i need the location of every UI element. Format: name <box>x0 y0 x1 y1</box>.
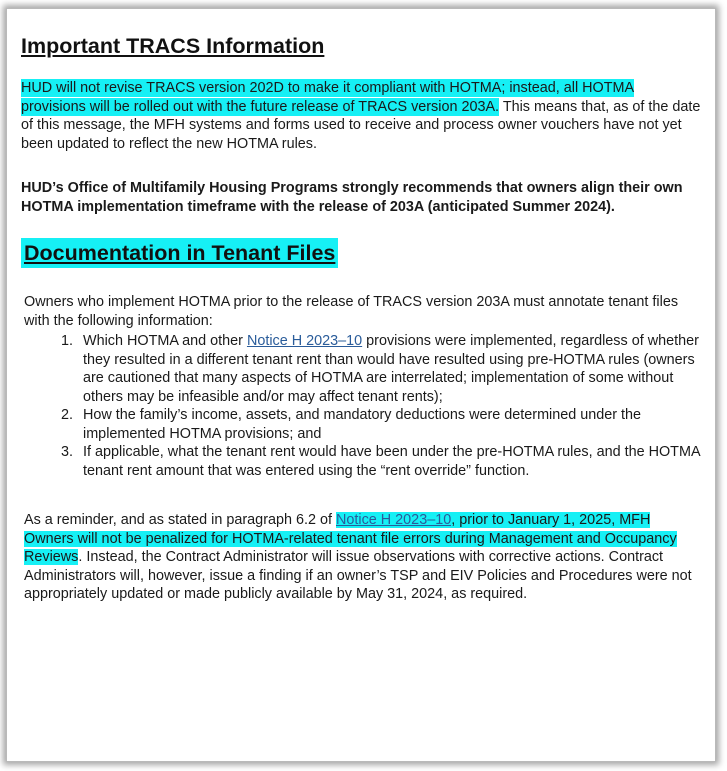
notice-link[interactable]: Notice H 2023–10 <box>246 333 363 349</box>
list-item: 1. Which HOTMA and other Notice H 2023–10 provisions were implemented, regardless of whether they resulted in a different tenant rent than would have resulted using pre-HOTMA rules (owners are cautioned that many aspects of HOTMA are interrelated; implementation of some without others may be infeasible and/or may affect tenant rents); <box>77 332 701 406</box>
list-item: 3. If applicable, what the tenant rent would have been under the pre-HOTMA rules, and the HOTMA tenant rent amount that was entered using the “rent override” function. <box>77 443 701 480</box>
intro-rest: This means that, as of the date of this message, the MFH systems and forms used to receive and process owner vouchers have not yet been updated to reflect the new HOTMA rules. <box>21 98 701 152</box>
list-item: 2. How the family’s income, assets, and mandatory deductions were determined under the implemented HOTMA provisions; and <box>77 406 701 443</box>
section-heading: Documentation in Tenant Files <box>21 238 338 268</box>
intro-paragraph <box>21 79 701 153</box>
reminder-paragraph: As a reminder, and as stated in paragraph 6.2 of Notice H 2023–10, prior to January 1, 2025, MFH Owners will not be penalized for HOTMA-related tenant file errors during Management and Occupancy Reviews. Instead, the Contract Administrator will issue observations with corrective actions. Contract Administrators will, however, issue a finding if an owner’s TSP and EIV Policies and Procedures were not appropriately updated or made publicly available by May 31, 2024, as required. <box>24 512 692 602</box>
document-frame <box>6 8 716 762</box>
requirements-list <box>21 332 701 480</box>
recommendation-paragraph: HUD’s Office of Multifamily Housing Programs strongly recommends that owners align their own HOTMA implementation timeframe with the release of 203A (anticipated Summer 2024). <box>21 180 683 215</box>
owners-intro: Owners who implement HOTMA prior to the release of TRACS version 203A must annotate tenant files with the following information: <box>24 294 679 329</box>
highlighted-intro: HUD will not revise TRACS version 202D to make it compliant with HOTMA; instead, all HOTMA provisions will be rolled out with the future release of TRACS version 203A. <box>21 80 635 115</box>
page-title: Important TRACS Information <box>21 34 325 58</box>
document-content <box>21 33 701 753</box>
highlighted-reminder: prior to January 1, 2025, MFH Owners will not be penalized for HOTMA-related tenant file errors during Management and Occupancy Reviews <box>24 512 677 565</box>
notice-link[interactable]: Notice H 2023–10 <box>336 512 452 528</box>
